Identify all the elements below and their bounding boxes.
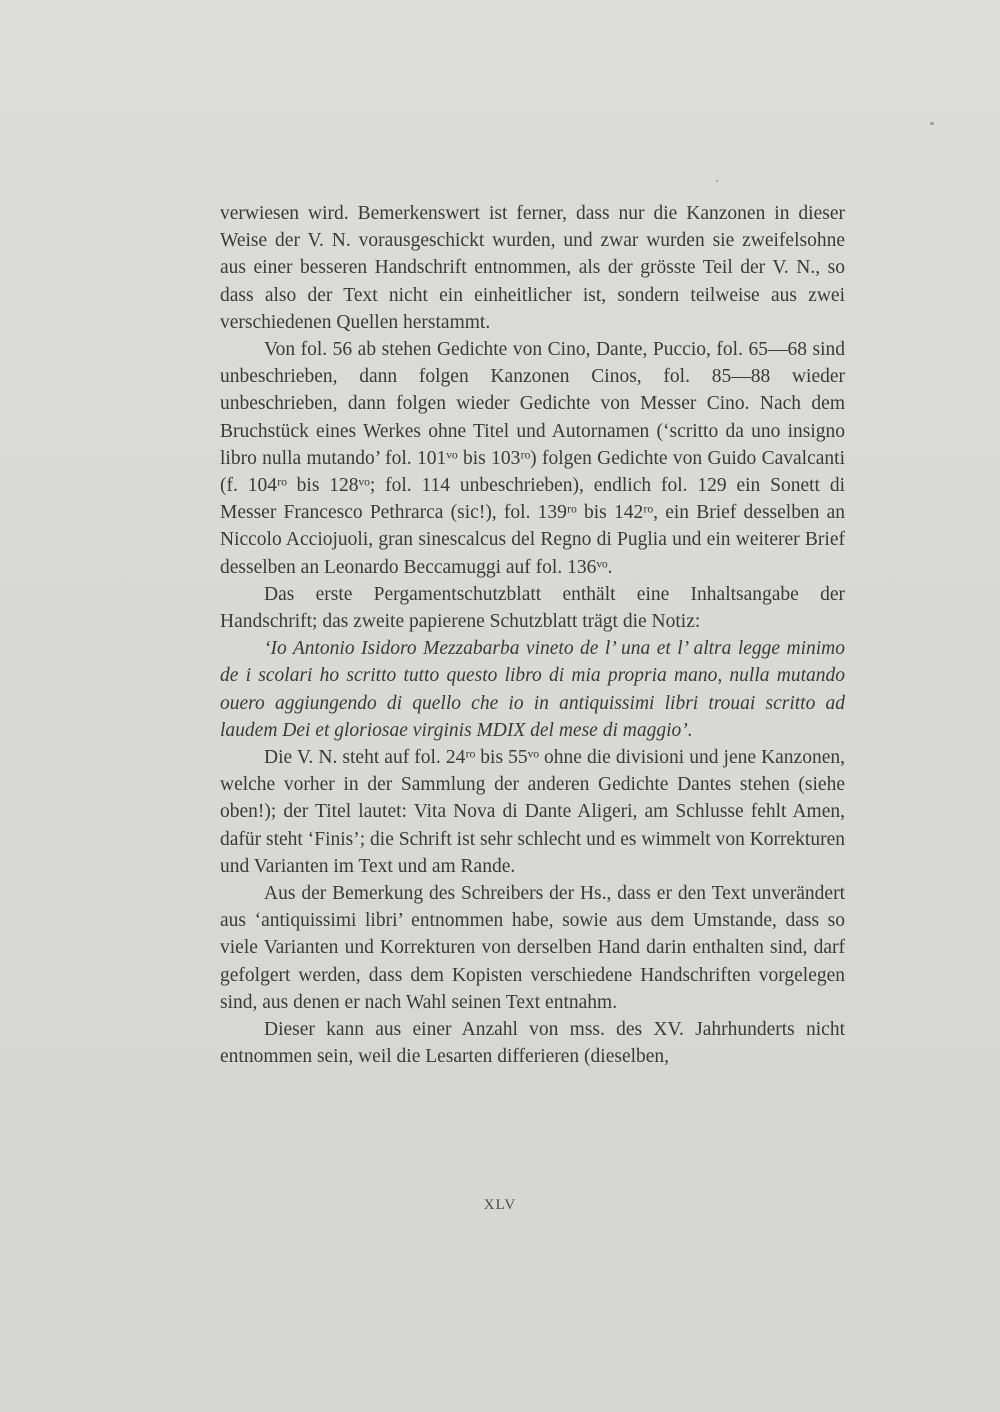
paragraph-4: Die V. N. steht auf fol. 24ʳᵒ bis 55ᵛᵒ ohne die divisioni und jene Kanzonen, welche vorher in der Sammlung der anderen Gedichte Dantes stehen (siehe oben!); der Titel lautet: Vita Nova di Dante Aligeri, am Schlusse fehlt Amen, dafür steht ‘Finis’; die Schrift ist sehr schlecht und es wimmelt von Korrekturen und Varianten im Text und am Rande.	[220, 747, 845, 877]
body-text	[220, 200, 845, 1071]
paper-speck	[930, 122, 934, 125]
paper-speck	[716, 180, 718, 182]
paragraph-6: Dieser kann aus einer Anzahl von mss. des XV. Jahrhunderts nicht entnommen sein, weil die Lesarten differieren (dieselben,	[220, 1019, 845, 1068]
paragraph-1: verwiesen wird. Bemerkenswert ist ferner, dass nur die Kanzonen in dieser Weise der V. N. vorausgeschickt wurden, und zwar wurden sie zweifelsohne aus einer besseren Handschrift entnommen, als der grösste Teil der V. N., so dass also der Text nicht ein einheitlicher ist, sondern teilweise aus zwei verschiedenen Quellen herstammt.	[220, 203, 845, 333]
quoted-note: ‘Io Antonio Isidoro Mezzabarba vineto de l’ una et l’ altra legge minimo de i scolari ho scritto tutto questo libro di mia propria mano, nulla mutando ouero aggiungendo di quello che io in antiquissimi libri trouai scritto ad laudem Dei et gloriosae virginis MDIX del mese di maggio’.	[220, 638, 845, 741]
paragraph-3: Das erste Pergamentschutzblatt enthält eine Inhaltsangabe der Handschrift; das zweite papierene Schutzblatt trägt die Notiz:	[220, 583, 845, 633]
page-number: XLV	[483, 1197, 517, 1213]
paragraph-2: Von fol. 56 ab stehen Gedichte von Cino, Dante, Puccio, fol. 65—68 sind unbeschrieben, dann folgen Kanzonen Cinos, fol. 85—88 wieder unbeschrieben, dann folgen wieder Gedichte von Messer Cino. Nach dem Bruchstück eines Werkes ohne Titel und Autornamen (‘scritto da uno insigno libro nulla mutando’ fol. 101ᵛᵒ bis 103ʳᵒ) folgen Gedichte von Guido Cavalcanti (f. 104ʳᵒ bis 128ᵛᵒ; fol. 114 unbeschrieben), endlich fol. 129 ein Sonett di Messer Francesco Pethrarca (sic!), fol. 139ʳᵒ bis 142ʳᵒ, ein Brief desselben an Niccolo Acciojuoli, gran sinescalcus del Regno di Puglia und ein weiterer Brief desselben an Leonardo Beccamuggi auf fol. 136ᵛᵒ.	[220, 339, 845, 578]
paragraph-5: Aus der Bemerkung des Schreibers der Hs., dass er den Text unverändert aus ‘antiquissimi libri’ entnommen habe, sowie aus dem Umstande, dass so viele Varianten und Korrekturen von derselben Hand darin enthalten sind, darf gefolgert werden, dass dem Kopisten verschiedene Handschriften vorgelegen sind, aus denen er nach Wahl seinen Text entnahm.	[220, 883, 845, 1013]
